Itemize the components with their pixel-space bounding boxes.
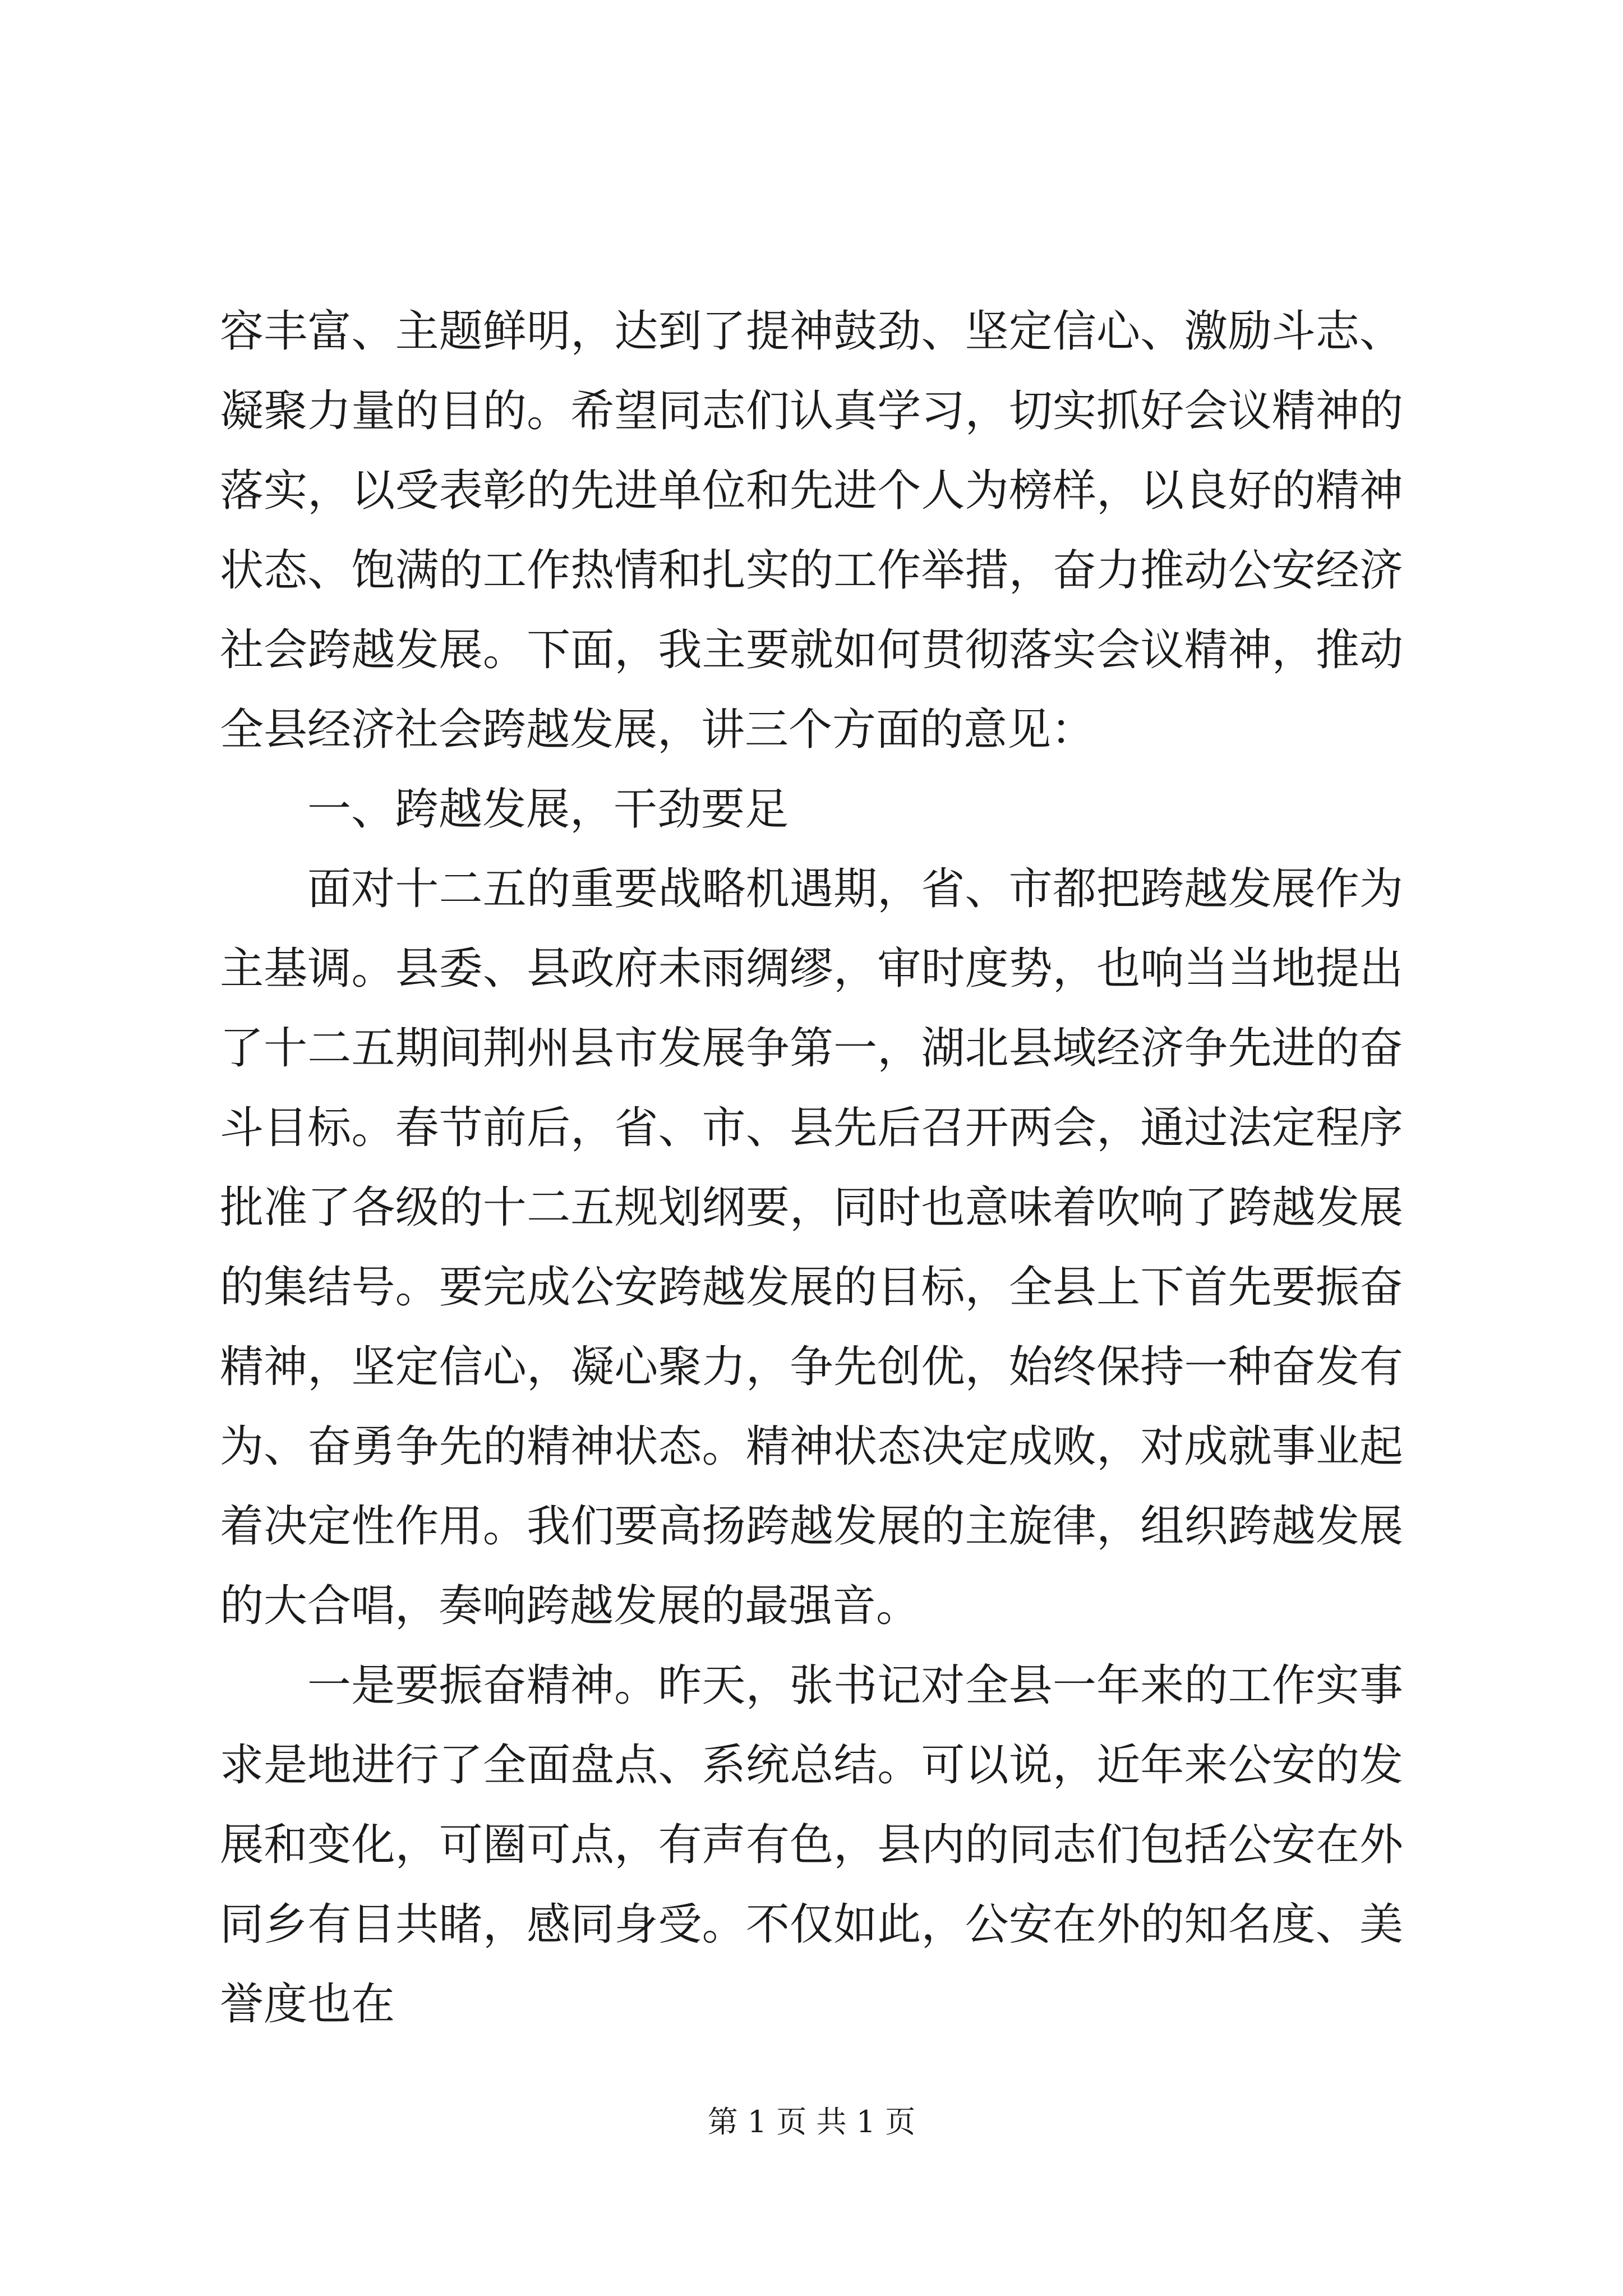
paragraph-3: 一是要振奋精神。昨天，张书记对全县一年来的工作实事求是地进行了全面盘点、系统总结。可以说，近年来公安的发展和变化，可圈可点，有声有色，县内的同志们包括公安在外同乡有目共睹，感同身受。不仅如此，公安在外的知名度、美誉度也在	[220, 1660, 1403, 2030]
page-footer: 第 1 页 共 1 页	[707, 2104, 916, 2139]
section-heading-1: 一、跨越发展，干劲要足	[307, 784, 789, 835]
paragraph-2: 面对十二五的重要战略机遇期，省、市都把跨越发展作为主基调。县委、县政府未雨绸缪，审时度势，也响当当地提出了十二五期间荆州县市发展争第一，湖北县域经济争先进的奋斗目标。春节前后，省、市、县先后召开两会，通过法定程序批准了各级的十二五规划纲要，同时也意味着吹响了跨越发展的集结号。要完成公安跨越发展的目标，全县上下首先要振奋精神，坚定信心，凝心聚力，争先创优，始终保持一种奋发有为、奋勇争先的精神状态。精神状态决定成败，对成就事业起着决定性作用。我们要高扬跨越发展的主旋律，组织跨越发展的大合唱，奏响跨越发展的最强音。	[220, 864, 1403, 1631]
document-body	[220, 292, 1403, 2044]
paragraph-1: 容丰富、主题鲜明，达到了提神鼓劲、坚定信心、激励斗志、凝聚力量的目的。希望同志们认真学习，切实抓好会议精神的落实，以受表彰的先进单位和先进个人为榜样，以良好的精神状态、饱满的工作热情和扎实的工作举措，奋力推动公安经济社会跨越发展。下面，我主要就如何贯彻落实会议精神，推动全县经济社会跨越发展，讲三个方面的意见：	[220, 306, 1403, 755]
